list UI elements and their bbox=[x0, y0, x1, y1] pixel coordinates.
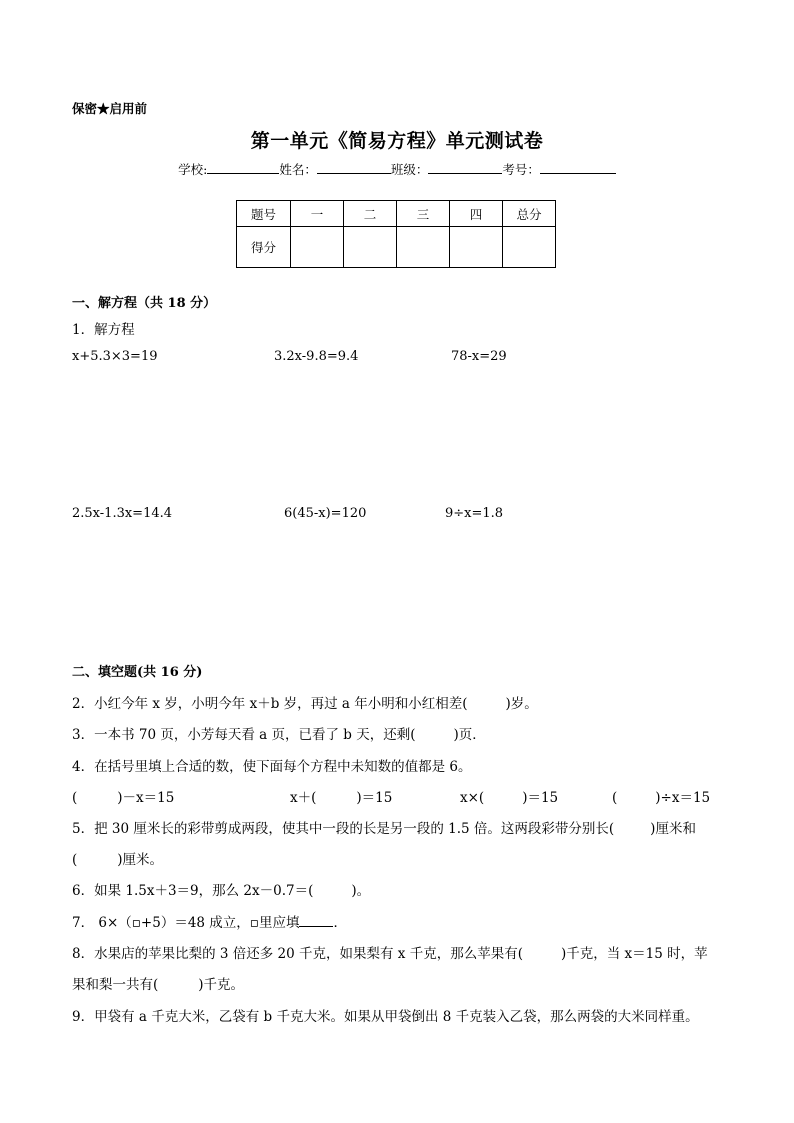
school-blank[interactable] bbox=[207, 161, 279, 174]
question-2 bbox=[72, 692, 538, 712]
score-table-score-row bbox=[237, 227, 556, 268]
score-header-cell: 四 bbox=[450, 201, 503, 227]
question-4-item bbox=[72, 786, 174, 806]
question-9: 9．甲袋有 a 千克大米，乙袋有 b 千克大米。如果从甲袋倒出 8 千克装入乙袋，那么两袋的大米同样重。 bbox=[72, 1009, 699, 1025]
score-table bbox=[236, 200, 556, 268]
question-4: 4．在括号里填上合适的数，使下面每个方程中未知数的值都是 6。 bbox=[72, 759, 472, 775]
page-title: 第一单元《简易方程》单元测试卷 bbox=[250, 130, 544, 152]
score-header-cell: 三 bbox=[397, 201, 450, 227]
question-3 bbox=[72, 723, 486, 743]
school-label: 学校: bbox=[178, 162, 208, 177]
question-5-line-2 bbox=[72, 848, 163, 868]
q4-item-text: ( bbox=[612, 790, 618, 806]
question-4-item bbox=[460, 786, 558, 806]
equation-item: 6(45-x)=120 bbox=[284, 506, 367, 521]
score-cell[interactable] bbox=[397, 227, 450, 268]
question-5-text-end: )厘米和 bbox=[650, 821, 696, 837]
question-4-item bbox=[612, 786, 710, 806]
score-header-cell: 一 bbox=[291, 201, 344, 227]
q4-item-text-end: )＝15 bbox=[522, 790, 559, 806]
q4-item-text: x×( bbox=[460, 790, 485, 806]
class-label: 班级： bbox=[390, 162, 429, 177]
score-table-header-row bbox=[237, 201, 556, 227]
question-1-label: 1．解方程 bbox=[72, 322, 135, 338]
score-cell[interactable] bbox=[450, 227, 503, 268]
score-header-cell: 总分 bbox=[503, 201, 556, 227]
question-5-line-1 bbox=[72, 817, 696, 837]
name-label: 姓名： bbox=[279, 162, 317, 177]
question-8-text-cont: 果和梨一共有( bbox=[72, 977, 159, 993]
question-3-text: 3．一本书 70 页，小芳每天看 a 页，已看了 b 天，还剩( bbox=[72, 727, 416, 743]
name-blank[interactable] bbox=[317, 161, 391, 174]
question-2-text-end: )岁。 bbox=[505, 696, 538, 712]
score-header-cell: 二 bbox=[344, 201, 397, 227]
equation-item: 78-x=29 bbox=[451, 349, 507, 364]
equation-item: x+5.3×3=19 bbox=[72, 349, 158, 364]
answer-blank[interactable] bbox=[299, 915, 333, 927]
question-8-text-cont-end: )千克。 bbox=[198, 977, 245, 993]
q4-item-text-end: )－x＝15 bbox=[117, 790, 175, 806]
question-6 bbox=[72, 879, 370, 899]
equation-item: 3.2x-9.8=9.4 bbox=[274, 349, 359, 364]
score-cell[interactable] bbox=[503, 227, 556, 268]
question-4-item bbox=[290, 786, 392, 806]
confidential-label: 保密★启用前 bbox=[72, 101, 148, 116]
question-5-text-cont-end: )厘米。 bbox=[117, 852, 164, 868]
question-8-text: 8．水果店的苹果比梨的 3 倍还多 20 千克，如果梨有 x 千克，那么苹果有( bbox=[72, 946, 523, 962]
exam-number-blank[interactable] bbox=[540, 161, 616, 174]
question-5-text: 5．把 30 厘米长的彩带剪成两段，使其中一段的长是另一段的 1.5 倍。这两段彩带分别长( bbox=[72, 821, 615, 837]
score-header-cell: 题号 bbox=[237, 201, 291, 227]
question-7 bbox=[72, 911, 347, 931]
section-1-title: 一、解方程（共 18 分） bbox=[72, 296, 217, 311]
q4-item-text-end: )÷x＝15 bbox=[655, 790, 711, 806]
class-blank[interactable] bbox=[428, 161, 502, 174]
question-5-text-cont: ( bbox=[72, 852, 78, 868]
question-6-text-end: )。 bbox=[351, 883, 371, 899]
q4-item-text: x＋( bbox=[290, 790, 317, 806]
score-row-label: 得分 bbox=[237, 227, 291, 268]
q4-item-text: ( bbox=[72, 790, 78, 806]
student-info-line bbox=[0, 160, 794, 178]
question-8-line-2 bbox=[72, 973, 244, 993]
equation-item: 2.5x-1.3x=14.4 bbox=[72, 506, 173, 521]
question-7-text: 7． 6×（▫+5）＝48 成立，▫里应填 bbox=[72, 915, 300, 931]
question-8-text-end: )千克，当 x＝15 时，苹 bbox=[560, 946, 708, 962]
score-cell[interactable] bbox=[291, 227, 344, 268]
question-2-text: 2．小红今年 x 岁，小明今年 x＋b 岁，再过 a 年小明和小红相差( bbox=[72, 696, 468, 712]
score-cell[interactable] bbox=[344, 227, 397, 268]
section-2-title: 二、填空题(共 16 分) bbox=[72, 665, 203, 680]
question-3-text-end: )页． bbox=[453, 727, 486, 743]
q4-item-text-end: )＝15 bbox=[356, 790, 393, 806]
equation-item: 9÷x=1.8 bbox=[445, 506, 504, 521]
question-8-line-1 bbox=[72, 942, 708, 962]
question-7-text-end: ． bbox=[333, 915, 347, 931]
exam-number-label: 考号： bbox=[502, 162, 540, 177]
question-6-text: 6．如果 1.5x＋3＝9，那么 2x－0.7＝( bbox=[72, 883, 314, 899]
